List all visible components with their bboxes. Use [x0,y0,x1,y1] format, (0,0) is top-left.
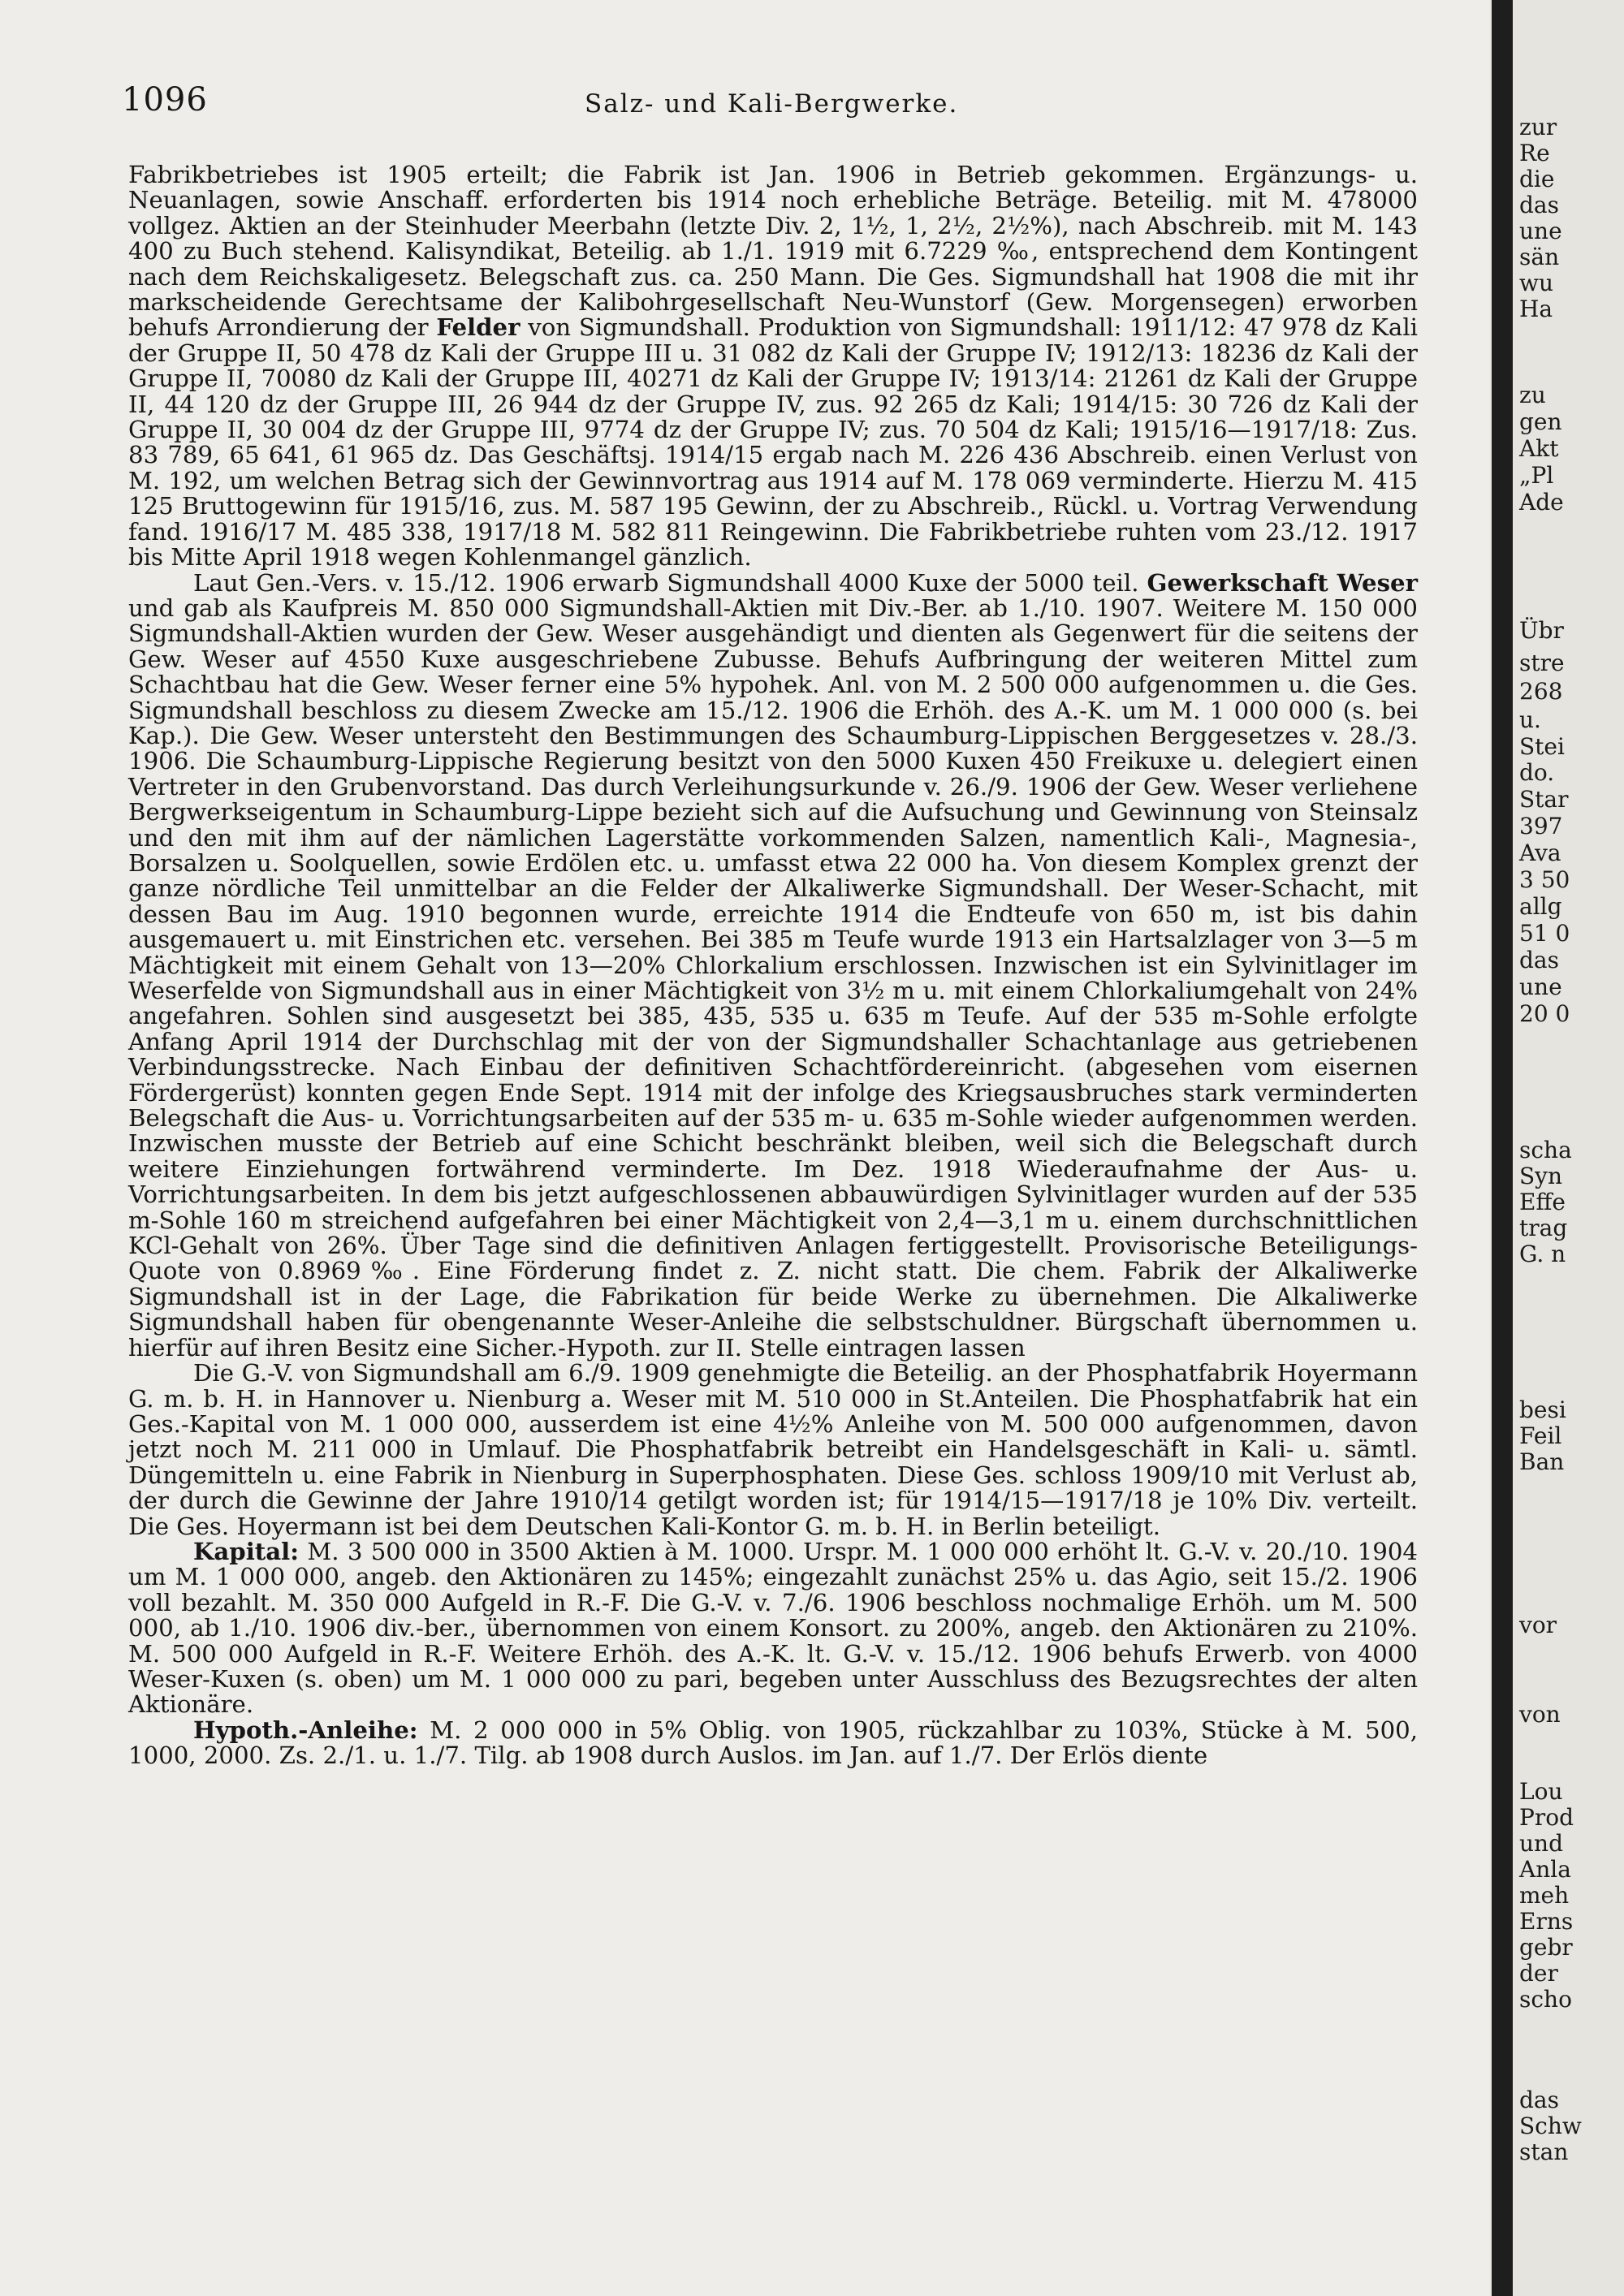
adjacent-page-fragment: Stei [1519,733,1565,760]
adjacent-page-fragment: G. n [1519,1241,1566,1267]
paragraph-gewerkschaft-weser [128,568,1418,1362]
adjacent-page-fragment: scha [1519,1137,1572,1163]
text-column [128,162,1418,1769]
adjacent-page-fragment: das [1519,2087,1559,2113]
adjacent-page-fragment: 51 0 [1519,920,1570,947]
hypoth-anleihe-label: Hypoth.-Anleihe: [193,1716,418,1744]
adjacent-page-fragment: 3 50 [1519,866,1570,893]
adjacent-page-fragment: trag [1519,1215,1568,1241]
adjacent-page-fragment: die [1519,166,1555,192]
adjacent-page-fragment: Ade [1519,489,1564,516]
adjacent-page-fragment: vor [1519,1612,1557,1638]
adjacent-page-fragment: Erns [1519,1908,1574,1935]
adjacent-page-fragment: das [1519,947,1559,973]
page-gutter-divider [1492,0,1513,2296]
paragraph-text: Fabrikbetriebes ist 1905 erteilt; die Fabrik ist Jan. 1906 in Betrieb gekommen. Ergänzungs- u. Neuanlagen, sowie Anschaff. erforderten bis 1914 noch erhebliche Beträge. Beteilig. mit M. 478000 vollgez. Aktien an der Steinhuder Meerbahn (letzte Div. 2, 1½, 1, 2½, 2½%), nach Abschreib. mit M. 143 400 zu Buch stehend. Kalisyndikat, Beteilig. ab 1./1. 1919 mit 6.7229 ‰, entsprechend dem Kontingent nach dem Reichskaligesetz. Belegschaft zus. ca. 250 Mann. Die Ges. Sigmundshall hat 1908 die mit ihr markscheidende Gerechtsame der Kalibohrgesellschaft Neu-Wunstorf (Gew. Morgensegen) erworben behufs Arrondierung der [128,161,1418,342]
adjacent-page-fragment: do. [1519,759,1555,786]
adjacent-page-fragment: Ban [1519,1448,1565,1475]
adjacent-page-fragment: Ha [1519,296,1553,322]
paragraph-text: von Sigmundshall. Produktion von Sigmundshall: 1911/12: 47 978 dz Kali der Gruppe II, 50 478 dz Kali der Gruppe III u. 31 082 dz Kali der Gruppe IV; 1912/13: 18236 dz Kali der Gruppe II, 70080 dz Kali der Gruppe III, 40271 dz Kali der Gruppe IV; 1913/14: 21261 dz Kali der Gruppe II, 44 120 dz der Gruppe III, 26 944 dz der Gruppe IV, zus. 92 265 dz Kali; 1914/15: 30 726 dz Kali der Gruppe II, 30 004 dz der Gruppe III, 9774 dz der Gruppe IV; zus. 70 504 dz Kali; 1915/16—1917/18: Zus. 83 789, 65 641, 61 965 dz. Das Geschäftsj. 1914/15 ergab nach M. 226 436 Abschreib. einen Verlust von M. 192, um welchen Betrag sich der Gewinnvortrag aus 1914 auf M. 178 069 verminderte. Hierzu M. 415 125 Bruttogewinn für 1915/16, zus. M. 587 195 Gewinn, der zu Abschreib., Rückl. u. Vortrag Verwendung fand. 1916/17 M. 485 338, 1917/18 M. 582 811 Reingewinn. Die Fabrikbetriebe ruhten vom 23./12. 1917 bis Mitte April 1918 wegen Kohlenmangel gänzlich. [128,313,1419,572]
adjacent-page-fragment: gebr [1519,1934,1573,1961]
page-number: 1096 [122,81,208,119]
adjacent-page-fragment: u. [1519,706,1541,733]
adjacent-page-strip [1513,0,1624,2296]
adjacent-page-fragment: Übr [1519,617,1564,644]
adjacent-page-fragment: allg [1519,893,1562,920]
adjacent-page-fragment: Anla [1519,1856,1571,1883]
adjacent-page-fragment: Akt [1519,435,1559,462]
paragraph-text: und gab als Kaufpreis M. 850 000 Sigmundshall-Aktien mit Div.-Ber. ab 1./10. 1907. Weitere M. 150 000 Sigmundshall-Aktien wurden der Gew. Weser ausgehändigt und dienten als Gegenwert für die seitens der Gew. Weser auf 4550 Kuxe ausgeschriebene Zubusse. Behufs Aufbringung der weiteren Mittel zum Schachtbau hat die Gew. Weser ferner eine 5% hypohek. Anl. von M. 2 500 000 aufgenommen u. die Ges. Sigmundshall beschloss zu diesem Zwecke am 15./12. 1906 die Erhöh. des A.-K. um M. 1 000 000 (s. bei Kap.). Die Gew. Weser untersteht den Bestimmungen des Schaumburg-Lippischen Berggesetzes v. 28./3. 1906. Die Schaumburg-Lippische Regierung besitzt von den 5000 Kuxen 450 Freikuxe u. delegiert einen Vertreter in den Grubenvorstand. Das durch Verleihungsurkunde v. 26./9. 1906 der Gew. Weser verliehene Bergwerkseigentum in Schaumburg-Lippe bezieht sich auf die Aufsuchung und Gewinnung von Steinsalz und den mit ihm auf der nämlichen Lagerstätte vorkommenden Salzen, namentlich Kali-, Magnesia-, Borsalzen u. Soolquellen, sowie Erdölen etc. u. umfasst etwa 22 000 ha. Von diesem Komplex grenzt der ganze nördliche Teil unmittelbar an die Felder der Alkaliwerke Sigmundshall. Der Weser-Schacht, mit dessen Bau im Aug. 1910 begonnen wurde, erreichte 1914 die Endteufe von 650 m, ist bis dahin ausgemauert u. mit Einstrichen etc. versehen. Bei 385 m Teufe wurde 1913 ein Hartsalzlager von 3—5 m Mächtigkeit mit einem Gehalt von 13—20% Chlorkalium erschlossen. Inzwischen ist ein Sylvinitlager im Weserfelde von Sigmundshall aus in einer Mächtigkeit von 3½ m u. mit einem Chlorkaliumgehalt von 24% angefahren. Sohlen sind ausgesetzt bei 385, 435, 535 u. 635 m Teufe. Auf der 535 m-Sohle erfolgte Anfang April 1914 der Durchschlag mit der von der Sigmundshaller Schachtanlage aus getriebenen Verbindungsstrecke. Nach Einbau der definitiven Schachtfördereinricht. (abgesehen vom eisernen Fördergerüst) konnten gegen Ende Sept. 1914 mit der infolge des Kriegsausbruches stark verminderten Belegschaft die Aus- u. Vorrichtungsarbeiten auf der 535 m- u. 635 m-Sohle wieder aufgenommen werden. Inzwischen musste der Betrieb auf eine Schicht beschränkt bleiben, weil sich die Belegschaft durch weitere Einziehungen fortwährend verminderte. Im Dez. 1918 Wiederaufnahme der Aus- u. Vorrichtungsarbeiten. In dem bis jetzt aufgeschlossenen abbauwürdigen Sylvinitlager wurden auf der 535 m-Sohle 160 m streichend aufgefahren bei einer Mächtigkeit von 2,4—3,1 m u. einem durchschnittlichen KCl-Gehalt von 26%. Über Tage sind die definitiven Anlagen fertiggestellt. Provisorische Beteiligungs-Quote von 0.8969‰. Eine Förderung findet z. Z. nicht statt. Die chem. Fabrik der Alkaliwerke Sigmundshall ist in der Lage, die Fabrikation für beide Werke zu übernehmen. Die Alkaliwerke Sigmundshall haben für obengenannte Weser-Anleihe die selbstschuldner. Bürgschaft übernommen u. hierfür auf ihren Besitz eine Sicher.-Hypoth. zur II. Stelle eintragen lassen [128,593,1418,1362]
adjacent-page-fragment: das [1519,192,1559,218]
adjacent-page-fragment: zur [1519,114,1557,140]
adjacent-page-fragment: Schw [1519,2113,1582,2139]
adjacent-page-fragment: stre [1519,650,1565,676]
paragraph-phosphatfabrik: Die G.-V. von Sigmundshall am 6./9. 1909 genehmigte die Beteilig. an der Phosphatfabrik Hoyermann G. m. b. H. in Hannover u. Nienburg a. Weser mit M. 510 000 in St.Anteilen. Die Phosphatfabrik hat ein Ges.-Kapital von M. 1 000 000, ausserdem ist eine 4½% Anleihe von M. 500 000 aufgenommen, davon jetzt noch M. 211 000 in Umlauf. Die Phosphatfabrik betreibt ein Handelsgeschäft in Kali- u. sämtl. Düngemitteln u. eine Fabrik in Nienburg in Superphosphaten. Diese Ges. schloss 1909/10 mit Verlust ab, der durch die Gewinne der Jahre 1910/14 getilgt worden ist; für 1914/15—1917/18 je 10% Div. verteilt. Die Ges. Hoyermann ist bei dem Deutschen Kali-Kontor G. m. b. H. in Berlin beteiligt. [128,1359,1418,1540]
adjacent-page-fragment: scho [1519,1986,1572,2013]
paragraph-sigmundshall-fabrik [128,162,1418,571]
kapital-label: Kapital: [193,1537,300,1565]
adjacent-page-fragment: und [1519,1830,1563,1857]
adjacent-page-fragment: Lou [1519,1778,1563,1805]
adjacent-page-fragment: 268 [1519,678,1563,705]
kapital-text: M. 3 500 000 in 3500 Aktien à M. 1000. Urspr. M. 1 000 000 erhöht lt. G.-V. v. 20./10. 1904 um M. 1 000 000, angeb. den Aktionären zu 145%; eingezahlt zunächst 25% u. das Agio, seit 15./2. 1906 voll bezahlt. M. 350 000 Aufgeld in R.-F. Die G.-V. v. 7./6. 1906 beschloss nochmalige Erhöh. um M. 500 000, ab 1./10. 1906 div.-ber., übernommen von einem Konsort. zu 200%, angeb. den Aktionären zu 210%. M. 500 000 Aufgeld in R.-F. Weitere Erhöh. des A.-K. lt. G.-V. v. 15./12. 1906 behufs Erwerb. von 4000 Weser-Kuxen (s. oben) um M. 1 000 000 zu pari, begeben unter Ausschluss des Bezugsrechtes der alten Aktionäre. [128,1537,1418,1719]
paragraph-text: Laut Gen.-Vers. v. 15./12. 1906 erwarb Sigmundshall 4000 Kuxe der 5000 teil. [193,568,1139,597]
adjacent-page-fragment: meh [1519,1882,1570,1909]
adjacent-page-fragment: Ava [1519,839,1561,866]
adjacent-page-fragment: gen [1519,408,1562,435]
adjacent-page-fragment: 20 0 [1519,1000,1570,1027]
adjacent-page-fragment: 397 [1519,813,1563,839]
adjacent-page-fragment: der [1519,1960,1558,1987]
adjacent-page-fragment: Effe [1519,1189,1566,1215]
paragraph-hypoth-anleihe [128,1718,1418,1769]
adjacent-page-fragment: une [1519,973,1562,1000]
adjacent-page-fragment: wu [1519,270,1553,296]
adjacent-page-fragment: sän [1519,244,1560,270]
adjacent-page-fragment: Prod [1519,1804,1574,1831]
adjacent-page-fragment: von [1519,1701,1561,1728]
bold-term-gewerkschaft-weser: Gewerkschaft Weser [1147,568,1418,597]
adjacent-page-fragment: Syn [1519,1163,1563,1189]
adjacent-page-fragment: Re [1519,140,1550,166]
paragraph-kapital [128,1539,1418,1718]
adjacent-page-fragment: Feil [1519,1422,1562,1449]
adjacent-page-fragment: une [1519,218,1562,244]
adjacent-page-fragment: besi [1519,1396,1566,1423]
adjacent-page-fragment: stan [1519,2138,1569,2165]
hypoth-anleihe-text: M. 2 000 000 in 5% Oblig. von 1905, rückzahlbar zu 103%, Stücke à M. 500, 1000, 2000. Zs. 2./1. u. 1./7. Tilg. ab 1908 durch Auslos. im Jan. auf 1./7. Der Erlös diente [128,1716,1418,1770]
bold-term-felder: Felder [436,313,520,342]
running-title: Salz- und Kali-Bergwerke. [585,89,959,119]
adjacent-page-fragment: zu [1519,382,1546,408]
adjacent-page-fragment: „Pl [1519,462,1554,489]
page-header [122,81,1429,130]
adjacent-page-fragment: Star [1519,786,1569,813]
